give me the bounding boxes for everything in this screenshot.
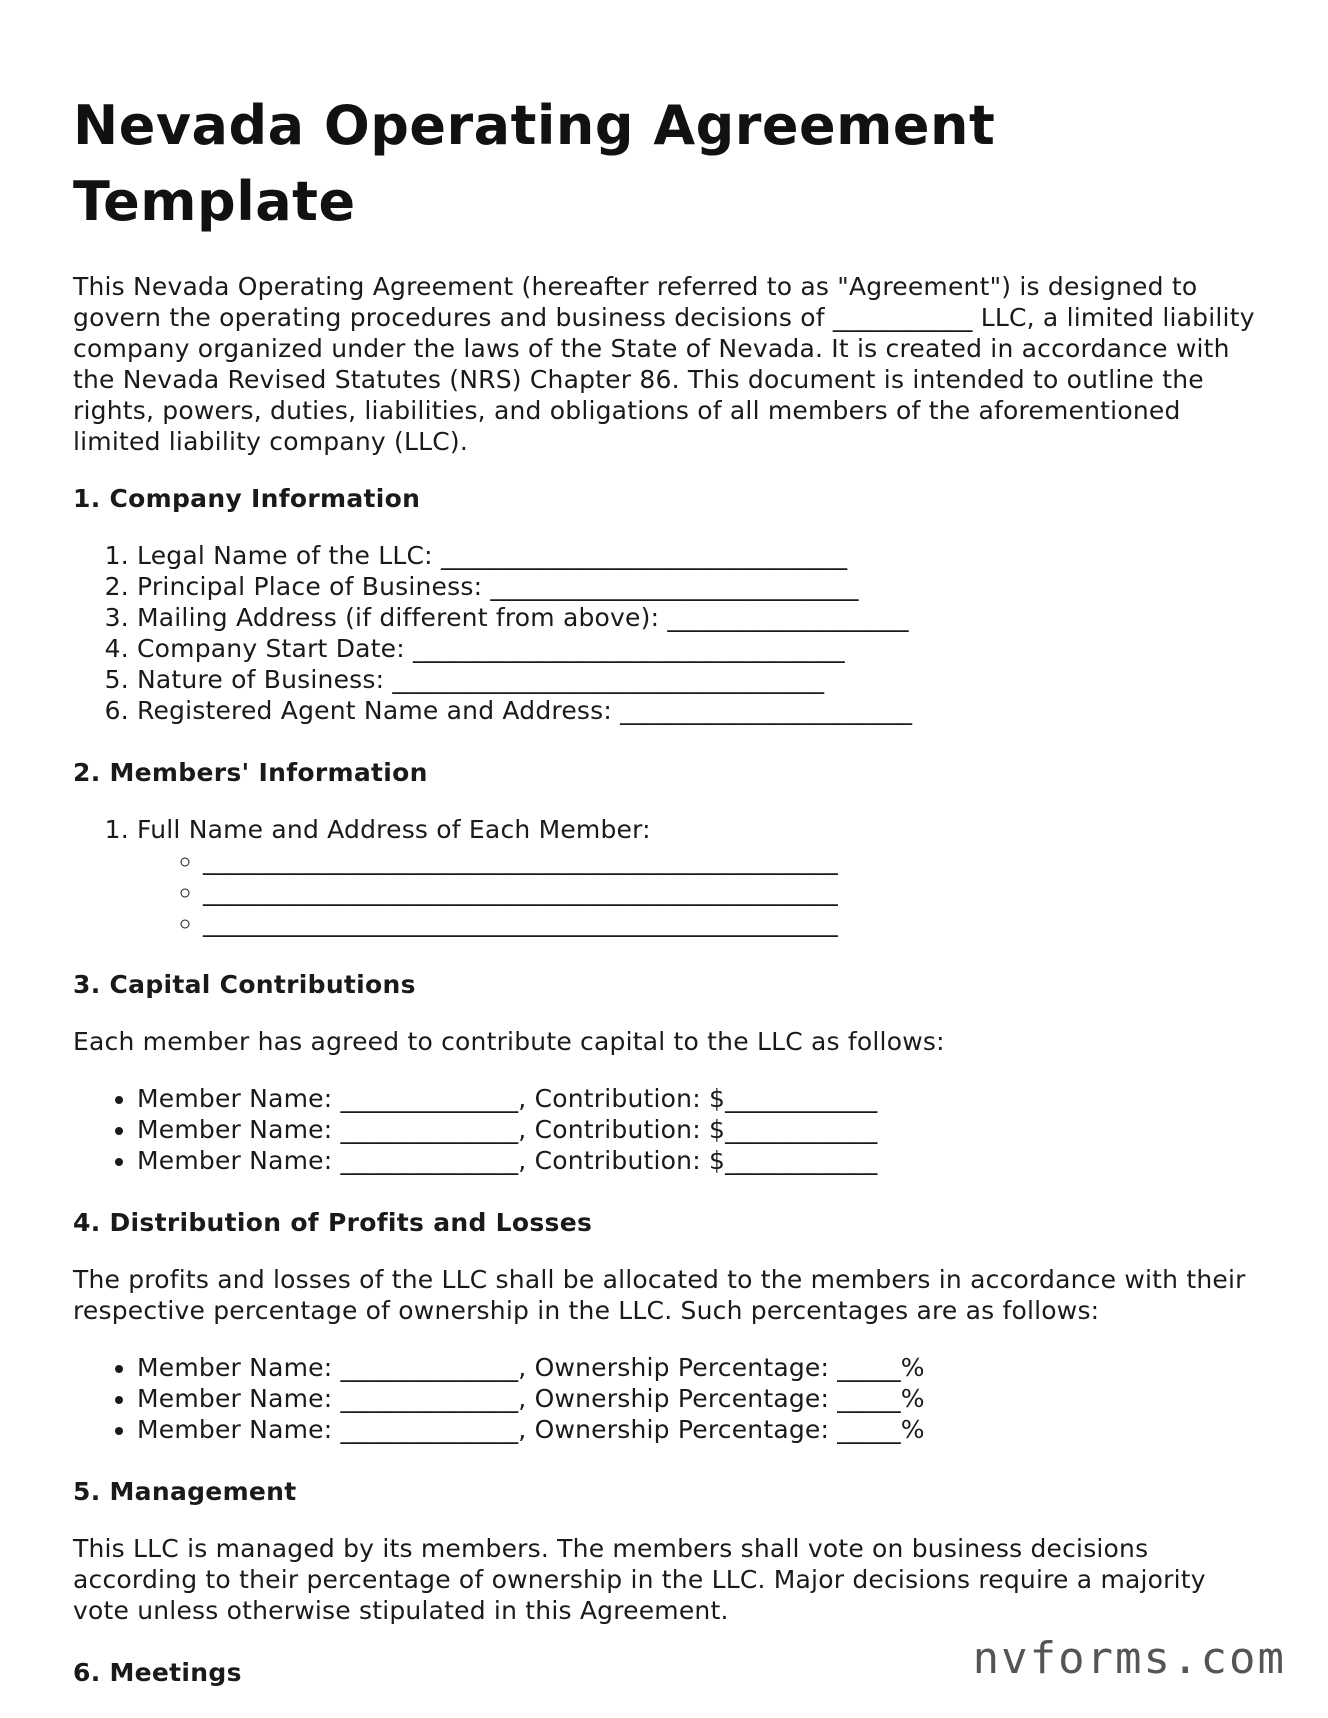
- company-field-start-date: 4. Company Start Date: __________________________________: [137, 633, 1263, 664]
- company-field-registered-agent: 6. Registered Agent Name and Address: _______________________: [137, 695, 1263, 726]
- section-heading-capital-contributions: 3. Capital Contributions: [73, 970, 416, 999]
- contribution-line: • Member Name: ______________, Contribution: $____________: [137, 1114, 1263, 1145]
- management-text: This LLC is managed by its members. The members shall vote on business decisions according to their percentage of ownership in the LLC. Major decisions require a majority vote unless otherwise stipulated in this Agreement.: [73, 1534, 1206, 1625]
- capital-contributions-list: [73, 1083, 1263, 1176]
- distribution-text: The profits and losses of the LLC shall be allocated to the members in accordance with their respective percentage of ownership in the LLC. Such percentages are as follows:: [73, 1265, 1246, 1325]
- member-line: ◦ __________________________________________________: [203, 907, 1263, 938]
- intro-paragraph: This Nevada Operating Agreement (hereafter referred to as "Agreement") is designed to govern the operating procedures and business decisions of ___________ LLC, a limited liability company organized under the laws of the State of Nevada. It is created in accordance with the Nevada Revised Statutes (NRS) Chapter 86. This document is intended to outline the rights, powers, duties, liabilities, and obligations of all members of the aforementioned limited liability company (LLC).: [73, 272, 1255, 456]
- member-line: ◦ __________________________________________________: [203, 845, 1263, 876]
- company-field-principal-place: 2. Principal Place of Business: _____________________________: [137, 571, 1263, 602]
- capital-contributions-text: Each member has agreed to contribute capital to the LLC as follows:: [73, 1027, 945, 1056]
- members-field-label: Full Name and Address of Each Member:: [137, 815, 651, 844]
- ownership-line: • Member Name: ______________, Ownership Percentage: _____%: [137, 1414, 1263, 1445]
- member-lines-list: [137, 845, 1263, 938]
- ownership-line: • Member Name: ______________, Ownership Percentage: _____%: [137, 1383, 1263, 1414]
- member-line: ◦ __________________________________________________: [203, 876, 1263, 907]
- company-field-nature-of-business: 5. Nature of Business: __________________________________: [137, 664, 1263, 695]
- members-field-full-name-address: [137, 814, 1263, 938]
- ownership-percentage-list: [73, 1352, 1263, 1445]
- company-field-mailing-address: 3. Mailing Address (if different from above): ___________________: [137, 602, 1263, 633]
- section-heading-distribution: 4. Distribution of Profits and Losses: [73, 1208, 593, 1237]
- document-page: [73, 88, 1263, 1714]
- contribution-line: • Member Name: ______________, Contribution: $____________: [137, 1145, 1263, 1176]
- document-title: Nevada Operating Agreement Template: [73, 94, 996, 233]
- section-heading-company-information: 1. Company Information: [73, 484, 421, 513]
- company-field-legal-name: 1. Legal Name of the LLC: ________________________________: [137, 540, 1263, 571]
- company-information-list: [73, 540, 1263, 726]
- section-heading-meetings: 6. Meetings: [73, 1658, 242, 1687]
- site-watermark: nvforms.com: [972, 1633, 1286, 1684]
- contribution-line: • Member Name: ______________, Contribution: $____________: [137, 1083, 1263, 1114]
- ownership-line: • Member Name: ______________, Ownership Percentage: _____%: [137, 1352, 1263, 1383]
- section-heading-members-information: 2. Members' Information: [73, 758, 428, 787]
- section-heading-management: 5. Management: [73, 1477, 297, 1506]
- members-information-list: [73, 814, 1263, 938]
